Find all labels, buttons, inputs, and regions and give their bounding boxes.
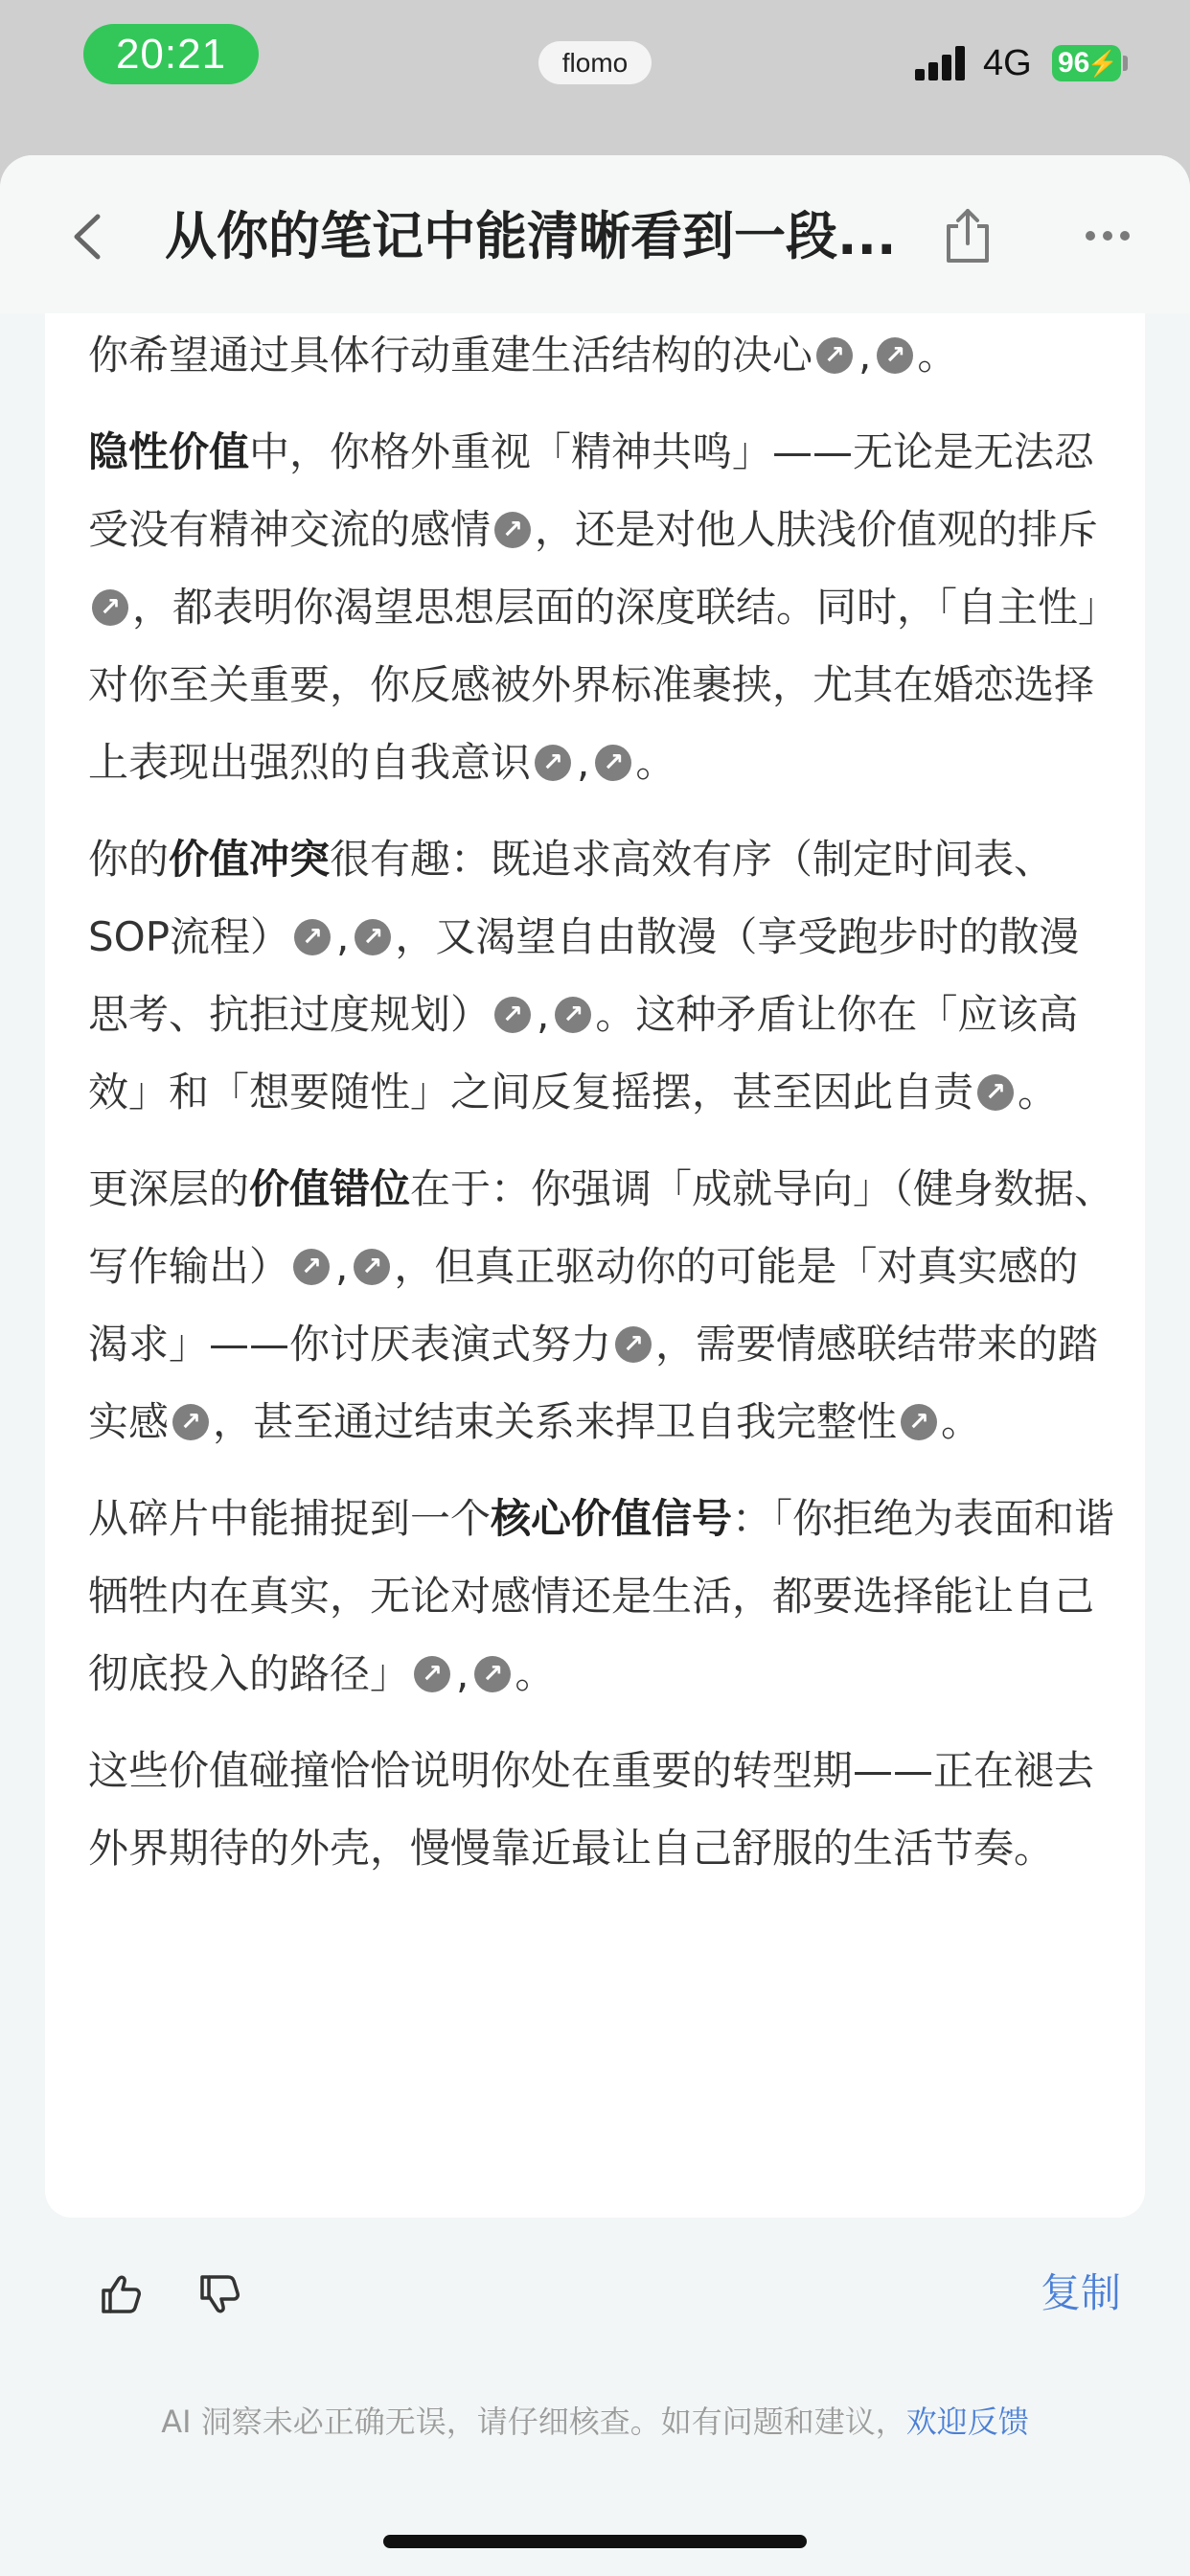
status-bar <box>0 0 1190 134</box>
paragraph: 这些价值碰撞恰恰说明你处在重要的转型期——正在褪去外界期待的外壳，慢慢靠近最让自己舒服的生活节奏。 <box>88 1747 1095 1872</box>
app-badge[interactable]: flomo <box>538 41 652 84</box>
ai-disclaimer <box>0 2398 1190 2446</box>
reference-link-icon[interactable] <box>977 1074 1014 1111</box>
home-indicator[interactable] <box>383 2535 807 2548</box>
thumb-down-icon[interactable] <box>196 2271 242 2317</box>
reference-link-icon[interactable] <box>494 997 531 1033</box>
reference-link-icon[interactable] <box>816 337 853 374</box>
thumb-up-icon[interactable] <box>98 2271 144 2317</box>
reference-link-icon[interactable] <box>474 1656 511 1692</box>
reference-link-icon[interactable] <box>355 919 391 955</box>
disclaimer-text: AI 洞察未必正确无误，请仔细核查。如有问题和建议， <box>161 2404 906 2440</box>
copy-button[interactable]: 复制 <box>1040 2269 1121 2316</box>
highlight-term: 隐性价值 <box>88 428 250 475</box>
feedback-actions <box>0 2237 1190 2352</box>
reference-link-icon[interactable] <box>293 1249 330 1285</box>
paragraph: 从碎片中能捕捉到一个核心价值信号：「你拒绝为表面和谐牺牲内在真实，无论对感情还是生活，都要选择能让自己彻底投入的路径」↗ ,↗ 。 <box>88 1480 1115 1713</box>
paragraph: 隐性价值中，你格外重视「精神共鸣」——无论是无法忍受没有精神交流的感情↗ ，还是对他人肤浅价值观的排斥↗，都表明你渴望思想层面的深度联结。同时，「自主性」对你至关重要，你反感被外界标准裹挟，尤其在婚恋选择上表现出强烈的自我意识↗ ,↗ 。 <box>88 413 1115 801</box>
share-icon[interactable] <box>941 205 995 266</box>
battery-cap <box>1123 56 1128 71</box>
paragraph: 你的价值冲突很有趣：既追求高效有序（制定时间表、SOP流程）↗ ,↗ ，又渴望自由散漫（享受跑步时的散漫思考、抗拒过度规划）↗ ,↗ 。这种矛盾让你在「应该高效」和「想要随性」之间反复摇摆，甚至因此自责↗ 。 <box>88 820 1115 1131</box>
highlight-term: 价值错位 <box>249 1165 411 1212</box>
reference-link-icon[interactable] <box>494 512 531 548</box>
paragraph: 你希望通过具体行动重建生活结构的决心↗ ,↗ 。 <box>88 316 1115 394</box>
reference-link-icon[interactable] <box>172 1404 209 1440</box>
navigation-bar <box>0 155 1190 313</box>
reference-link-icon[interactable] <box>615 1326 652 1363</box>
reference-link-icon[interactable] <box>535 745 571 781</box>
status-time: 20:21 <box>83 24 259 84</box>
charging-bolt-icon: ⚡ <box>1087 49 1118 78</box>
insight-sheet <box>0 155 1190 2576</box>
back-chevron-icon[interactable] <box>57 203 115 270</box>
highlight-term: 价值冲突 <box>169 836 331 883</box>
reference-link-icon[interactable] <box>414 1656 450 1692</box>
reference-link-icon[interactable] <box>354 1249 390 1285</box>
network-type: 4G <box>983 43 1032 83</box>
battery-indicator <box>1052 45 1121 81</box>
battery-level: 96 <box>1058 47 1090 79</box>
insight-content <box>88 316 1115 1906</box>
feedback-link[interactable]: 欢迎反馈 <box>905 2404 1029 2440</box>
reference-link-icon[interactable] <box>595 745 631 781</box>
signal-icon <box>915 46 969 80</box>
reference-link-icon[interactable] <box>92 589 128 626</box>
reference-link-icon[interactable] <box>294 919 331 955</box>
reference-link-icon[interactable] <box>877 337 913 374</box>
reference-link-icon[interactable] <box>901 1404 937 1440</box>
insight-card <box>45 194 1145 2218</box>
reference-link-icon[interactable] <box>555 997 591 1033</box>
highlight-term: 核心价值信号 <box>491 1495 733 1542</box>
more-icon[interactable] <box>1083 226 1133 245</box>
page-title: 从你的笔记中能清晰看到一段... <box>165 206 897 266</box>
paragraph: 更深层的价值错位在于：你强调「成就导向」（健身数据、写作输出）↗ ,↗ ，但真正驱动你的可能是「对真实感的渴求」——你讨厌表演式努力↗ ，需要情感联结带来的踏实感↗ ，甚至通过结束关系来捍卫自我完整性↗ 。 <box>88 1150 1115 1460</box>
